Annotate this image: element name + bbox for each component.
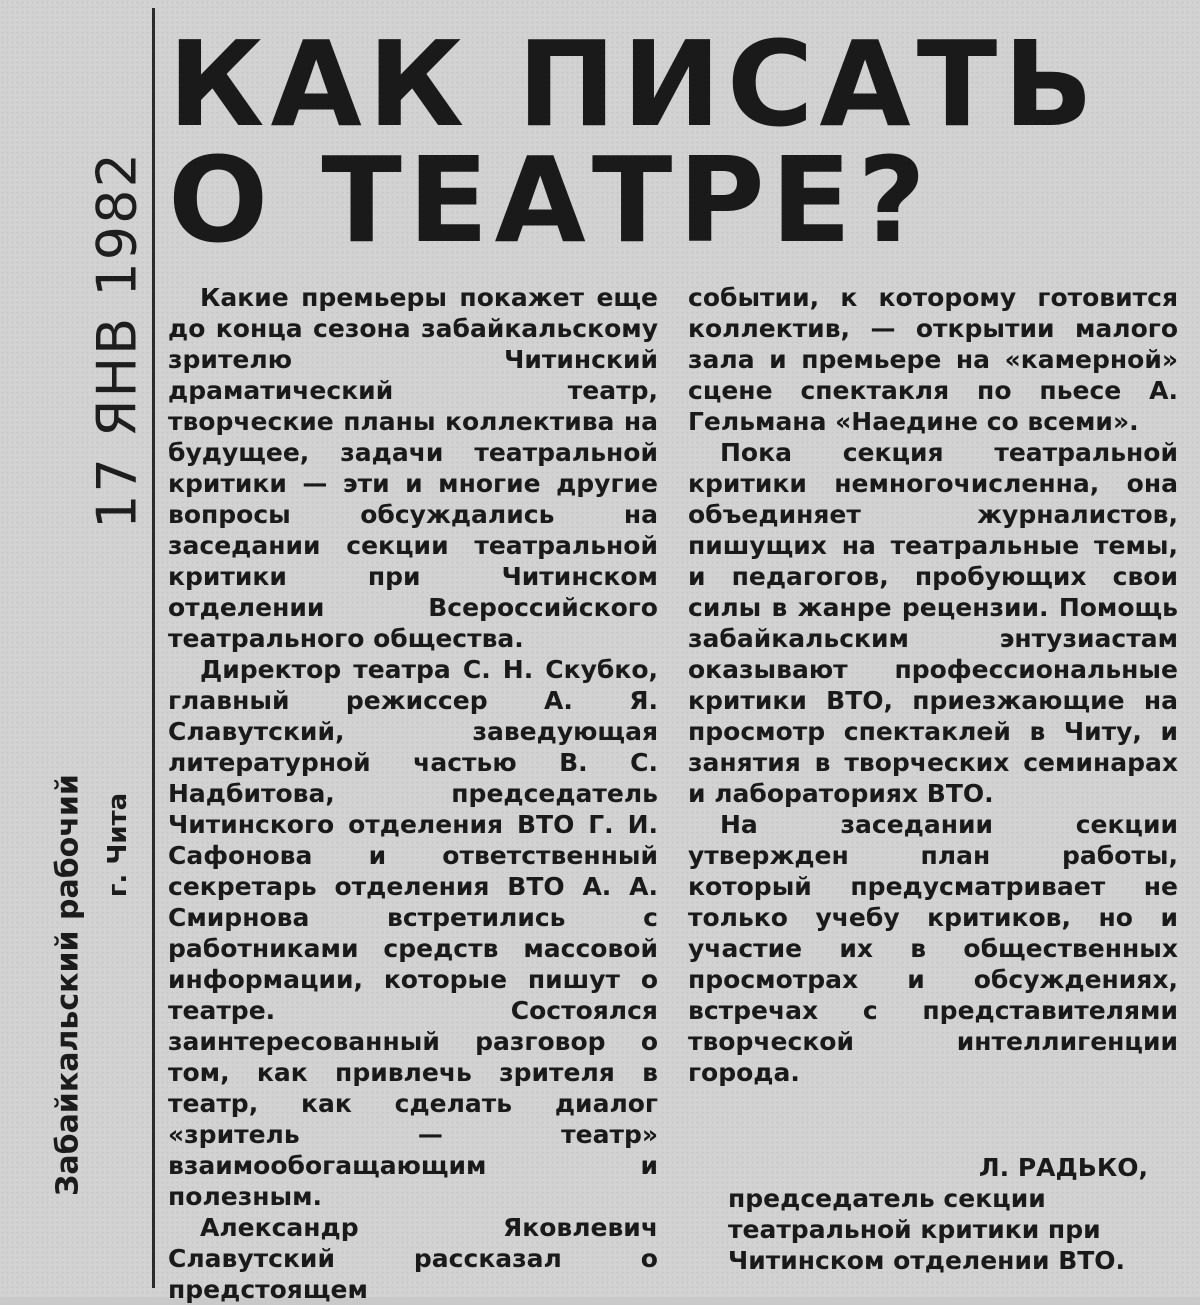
paragraph-2: Директор театра С. Н. Скубко, главный режиссер А. Я. Славутский, заведующая литературной частью В. С. Надбитова, председатель Читинского отделения ВТО Г. И. Сафонова и ответственный секретарь отделения ВТО А. А. Смирнова встретились с работниками средств массовой информации, которые пишут о театре. Состоялся заинтересованный разговор о том, как привлечь зрителя в театр, как сделать диалог «зритель — театр» взаимообогащающим и полезным.	[168, 655, 658, 1211]
article-headline	[168, 15, 1178, 269]
author-signature	[688, 1152, 1178, 1276]
paragraph-3: Александр Яковлевич Славутский рассказал о предстоящем	[168, 1213, 658, 1304]
paragraph-4: Пока секция театральной критики немногочисленна, она объединяет журналистов, пишущих на театральные темы, и педагогов, пробующих свои силы в жанре рецензии. Помощь забайкальским энтузиастам оказывают профессиональные критики ВТО, приезжающие на просмотр спектаклей в Читу, и занятия в творческих семинарах и лабораториях ВТО.	[688, 438, 1178, 808]
paragraph-3-continued: событии, к которому готовится коллектив, — открытии малого зала и премьере на «камерной» сцене спектакля по пьесе А. Гельмана «Наедине со всеми».	[688, 283, 1178, 436]
headline-line-2: О ТЕАТРЕ?	[168, 131, 932, 269]
newspaper-name: Забайкальский рабочий	[50, 774, 86, 1196]
paragraph-1	[168, 282, 658, 654]
author-name: Л. РАДЬКО,	[978, 1153, 1148, 1182]
paragraph-1-body: покажет еще до конца сезона забайкальскому зрителю Читинский драматический театр, творческие планы коллектива на будущее, задачи театральной критики — эти и многие другие вопросы обсуждались на заседании секции театральной критики при Читинском отделении Всероссийского театрального общества.	[168, 283, 658, 653]
date-stamp: 17 ЯНВ 1982	[85, 151, 149, 529]
column-rule	[152, 8, 155, 1288]
article-column-left	[168, 282, 658, 1305]
paragraph-5: На заседании секции утвержден план работы, который предусматривает не только учебу критиков, но и участие их в общественных просмотрах и обсуждениях, встречах с представителями творческой интеллигенции города.	[688, 810, 1178, 1087]
author-role: председатель секции театральной критики при Читинском отделении ВТО.	[728, 1184, 1126, 1275]
newspaper-city: г. Чита	[103, 792, 133, 898]
article-column-right	[688, 282, 1178, 1088]
headline-line-1: КАК ПИСАТЬ	[168, 15, 1100, 153]
paragraph-1-lead: Какие премьеры	[200, 283, 447, 312]
